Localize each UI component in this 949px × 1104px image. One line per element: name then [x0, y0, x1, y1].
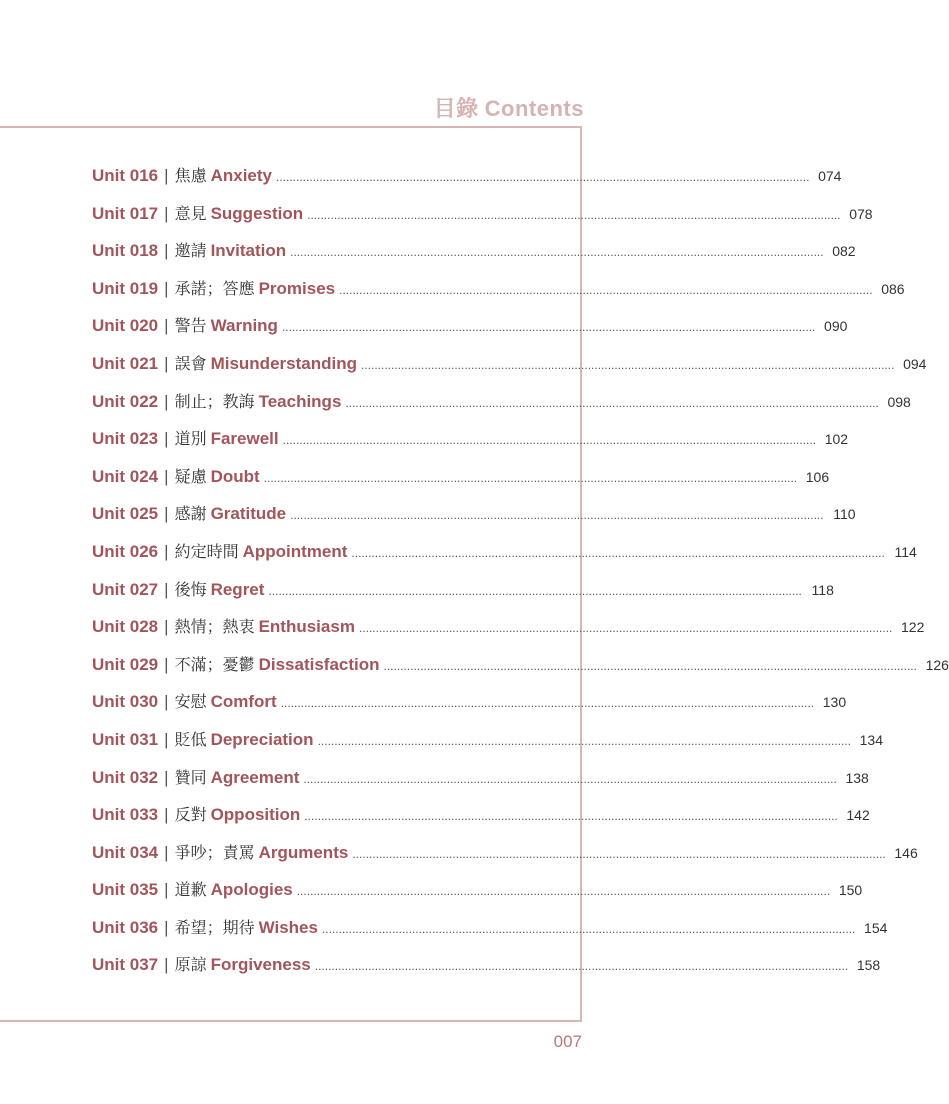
- separator: |: [164, 353, 169, 373]
- page-ref: 118: [811, 581, 834, 598]
- separator: |: [164, 767, 169, 787]
- english-title: Appointment: [242, 541, 348, 561]
- chinese-title: 反對: [174, 805, 207, 825]
- english-title: Agreement: [210, 767, 300, 787]
- separator: |: [164, 466, 169, 486]
- english-title: Regret: [210, 579, 265, 599]
- english-title: Dissatisfaction: [258, 654, 380, 674]
- page-number: 007: [553, 1032, 582, 1051]
- dot-leader: ................................................................................................................................................................: [358, 621, 893, 636]
- unit-label: Unit 019: [92, 278, 159, 298]
- unit-label: Unit 018: [92, 241, 159, 261]
- english-title: Farewell: [210, 429, 279, 449]
- toc-entry[interactable]: [92, 614, 925, 652]
- contents-header: [434, 92, 584, 123]
- separator: |: [164, 579, 169, 599]
- toc-entry[interactable]: [92, 501, 856, 539]
- toc-entry[interactable]: [92, 765, 869, 803]
- toc-entry[interactable]: [92, 802, 870, 840]
- unit-label: Unit 036: [92, 917, 159, 937]
- english-title: Invitation: [210, 241, 287, 261]
- chinese-title: 意見: [174, 203, 207, 223]
- chinese-title: 原諒: [174, 955, 207, 975]
- chinese-title: 熱情；熱衷: [174, 617, 255, 637]
- page-ref: 098: [887, 393, 911, 410]
- chinese-title: 焦慮: [174, 166, 207, 185]
- english-title: Comfort: [210, 692, 277, 712]
- unit-label: Unit 033: [92, 805, 159, 825]
- dot-leader: ................................................................................................................................................................: [307, 207, 841, 222]
- unit-label: Unit 037: [92, 955, 159, 975]
- page-ref: 150: [838, 882, 863, 899]
- page-ref: 082: [832, 243, 856, 260]
- unit-label: Unit 021: [92, 353, 159, 373]
- page-ref: 146: [894, 844, 918, 861]
- unit-label: Unit 030: [92, 692, 159, 712]
- english-title: Teachings: [258, 391, 342, 411]
- dot-leader: ................................................................................................................................................................: [290, 245, 824, 260]
- separator: |: [164, 805, 169, 825]
- toc-entry[interactable]: [92, 689, 847, 727]
- chinese-title: 疑慮: [174, 466, 207, 486]
- page-ref: 106: [805, 468, 830, 485]
- english-title: Promises: [258, 278, 336, 298]
- contents-title-english: Contents: [484, 96, 584, 121]
- separator: |: [164, 917, 169, 937]
- english-title: Apologies: [210, 880, 293, 900]
- toc-entry[interactable]: [92, 163, 842, 201]
- toc-entry[interactable]: [92, 877, 863, 915]
- dot-leader: ................................................................................................................................................................: [304, 809, 838, 824]
- toc-entry[interactable]: [92, 840, 918, 878]
- english-title: Gratitude: [210, 504, 287, 524]
- dot-leader: ................................................................................................................................................................: [303, 771, 837, 786]
- unit-label: Unit 016: [92, 166, 159, 185]
- toc-entry[interactable]: [92, 727, 883, 765]
- dot-leader: ................................................................................................................................................................: [317, 733, 851, 748]
- dot-leader: ................................................................................................................................................................: [268, 583, 802, 598]
- separator: |: [164, 316, 169, 336]
- page-ref: 078: [849, 205, 873, 222]
- separator: |: [164, 278, 169, 298]
- chinese-title: 邀請: [174, 241, 207, 261]
- unit-label: Unit 017: [92, 203, 159, 223]
- chinese-title: 感謝: [174, 504, 207, 524]
- english-title: Opposition: [210, 805, 301, 825]
- page-ref: 074: [818, 168, 842, 184]
- toc-entry[interactable]: [92, 915, 888, 953]
- separator: |: [164, 166, 169, 185]
- chinese-title: 安慰: [174, 692, 207, 712]
- page-ref: 138: [845, 769, 869, 786]
- toc-entry[interactable]: [92, 201, 873, 239]
- separator: |: [164, 654, 169, 674]
- page-ref: 094: [903, 355, 927, 372]
- page-ref: 134: [859, 731, 883, 748]
- english-title: Wishes: [258, 917, 318, 937]
- dot-leader: ................................................................................................................................................................: [351, 545, 885, 560]
- separator: |: [164, 203, 169, 223]
- separator: |: [164, 504, 169, 524]
- unit-label: Unit 032: [92, 767, 159, 787]
- english-title: Arguments: [258, 842, 349, 862]
- unit-label: Unit 020: [92, 316, 159, 336]
- separator: |: [164, 880, 169, 900]
- dot-leader: ................................................................................................................................................................: [280, 696, 815, 711]
- chinese-title: 承諾；答應: [174, 278, 255, 298]
- unit-label: Unit 024: [92, 466, 159, 486]
- chinese-title: 後悔: [174, 579, 207, 599]
- english-title: Misunderstanding: [210, 353, 357, 373]
- dot-leader: ................................................................................................................................................................: [263, 470, 798, 485]
- separator: |: [164, 729, 169, 749]
- separator: |: [164, 692, 169, 712]
- chinese-title: 貶低: [174, 729, 207, 749]
- chinese-title: 警告: [174, 316, 207, 336]
- dot-leader: ................................................................................................................................................................: [345, 395, 879, 410]
- unit-label: Unit 034: [92, 842, 159, 862]
- dot-leader: ................................................................................................................................................................: [383, 658, 917, 673]
- chinese-title: 約定時間: [174, 541, 239, 561]
- page-ref: 102: [824, 431, 849, 448]
- toc-entry[interactable]: [92, 464, 830, 502]
- page-ref: 114: [894, 543, 917, 560]
- dot-leader: ................................................................................................................................................................: [290, 508, 824, 523]
- english-title: Depreciation: [210, 729, 314, 749]
- dot-leader: ................................................................................................................................................................: [339, 282, 873, 297]
- page-ref: 122: [901, 619, 925, 636]
- unit-label: Unit 035: [92, 880, 159, 900]
- separator: |: [164, 617, 169, 637]
- dot-leader: ................................................................................................................................................................: [276, 170, 810, 184]
- page-ref: 090: [824, 318, 848, 335]
- english-title: Forgiveness: [210, 955, 311, 975]
- chinese-title: 爭吵；責罵: [174, 842, 255, 862]
- toc-entry[interactable]: [92, 276, 905, 314]
- separator: |: [164, 842, 169, 862]
- toc-entry[interactable]: [92, 426, 849, 464]
- dot-leader: ................................................................................................................................................................: [296, 884, 831, 899]
- separator: |: [164, 429, 169, 449]
- separator: |: [164, 391, 169, 411]
- unit-label: Unit 025: [92, 504, 159, 524]
- page-ref: 154: [864, 919, 888, 936]
- separator: |: [164, 541, 169, 561]
- english-title: Suggestion: [210, 203, 304, 223]
- toc-entry[interactable]: [92, 577, 834, 615]
- dot-leader: ................................................................................................................................................................: [360, 357, 895, 372]
- dot-leader: ................................................................................................................................................................: [352, 846, 886, 861]
- toc-entry[interactable]: [92, 952, 881, 990]
- unit-label: Unit 031: [92, 729, 159, 749]
- unit-label: Unit 022: [92, 391, 159, 411]
- dot-leader: ................................................................................................................................................................: [321, 921, 856, 936]
- chinese-title: 希望；期待: [174, 917, 255, 937]
- chinese-title: 道歉: [174, 880, 207, 900]
- page-ref: 158: [856, 957, 881, 974]
- english-title: Enthusiasm: [258, 617, 355, 637]
- toc-entry[interactable]: [92, 238, 856, 276]
- unit-label: Unit 026: [92, 541, 159, 561]
- toc-entry[interactable]: [92, 389, 911, 427]
- chinese-title: 贊同: [174, 767, 207, 787]
- english-title: Warning: [210, 316, 278, 336]
- dot-leader: ................................................................................................................................................................: [281, 320, 816, 335]
- separator: |: [164, 241, 169, 261]
- page-ref: 130: [822, 694, 847, 711]
- page-ref: 086: [881, 280, 905, 297]
- unit-label: Unit 029: [92, 654, 159, 674]
- chinese-title: 不滿；憂鬱: [174, 654, 255, 674]
- unit-label: Unit 028: [92, 617, 159, 637]
- chinese-title: 誤會: [174, 353, 207, 373]
- toc-entry[interactable]: [92, 351, 927, 389]
- toc-entry[interactable]: [92, 539, 917, 577]
- separator: |: [164, 955, 169, 975]
- chinese-title: 道別: [174, 429, 207, 449]
- dot-leader: ................................................................................................................................................................: [314, 959, 849, 974]
- table-of-contents: [92, 163, 949, 990]
- page-ref: 110: [833, 506, 856, 523]
- unit-label: Unit 023: [92, 429, 159, 449]
- page-ref: 126: [925, 656, 949, 673]
- english-title: Anxiety: [210, 166, 272, 185]
- toc-entry[interactable]: [92, 313, 848, 351]
- chinese-title: 制止；教誨: [174, 391, 255, 411]
- toc-entry[interactable]: [92, 652, 949, 690]
- dot-leader: ................................................................................................................................................................: [282, 433, 817, 448]
- contents-title-cjk: 目錄: [433, 97, 479, 122]
- page-ref: 142: [846, 807, 870, 824]
- unit-label: Unit 027: [92, 579, 159, 599]
- english-title: Doubt: [210, 466, 260, 486]
